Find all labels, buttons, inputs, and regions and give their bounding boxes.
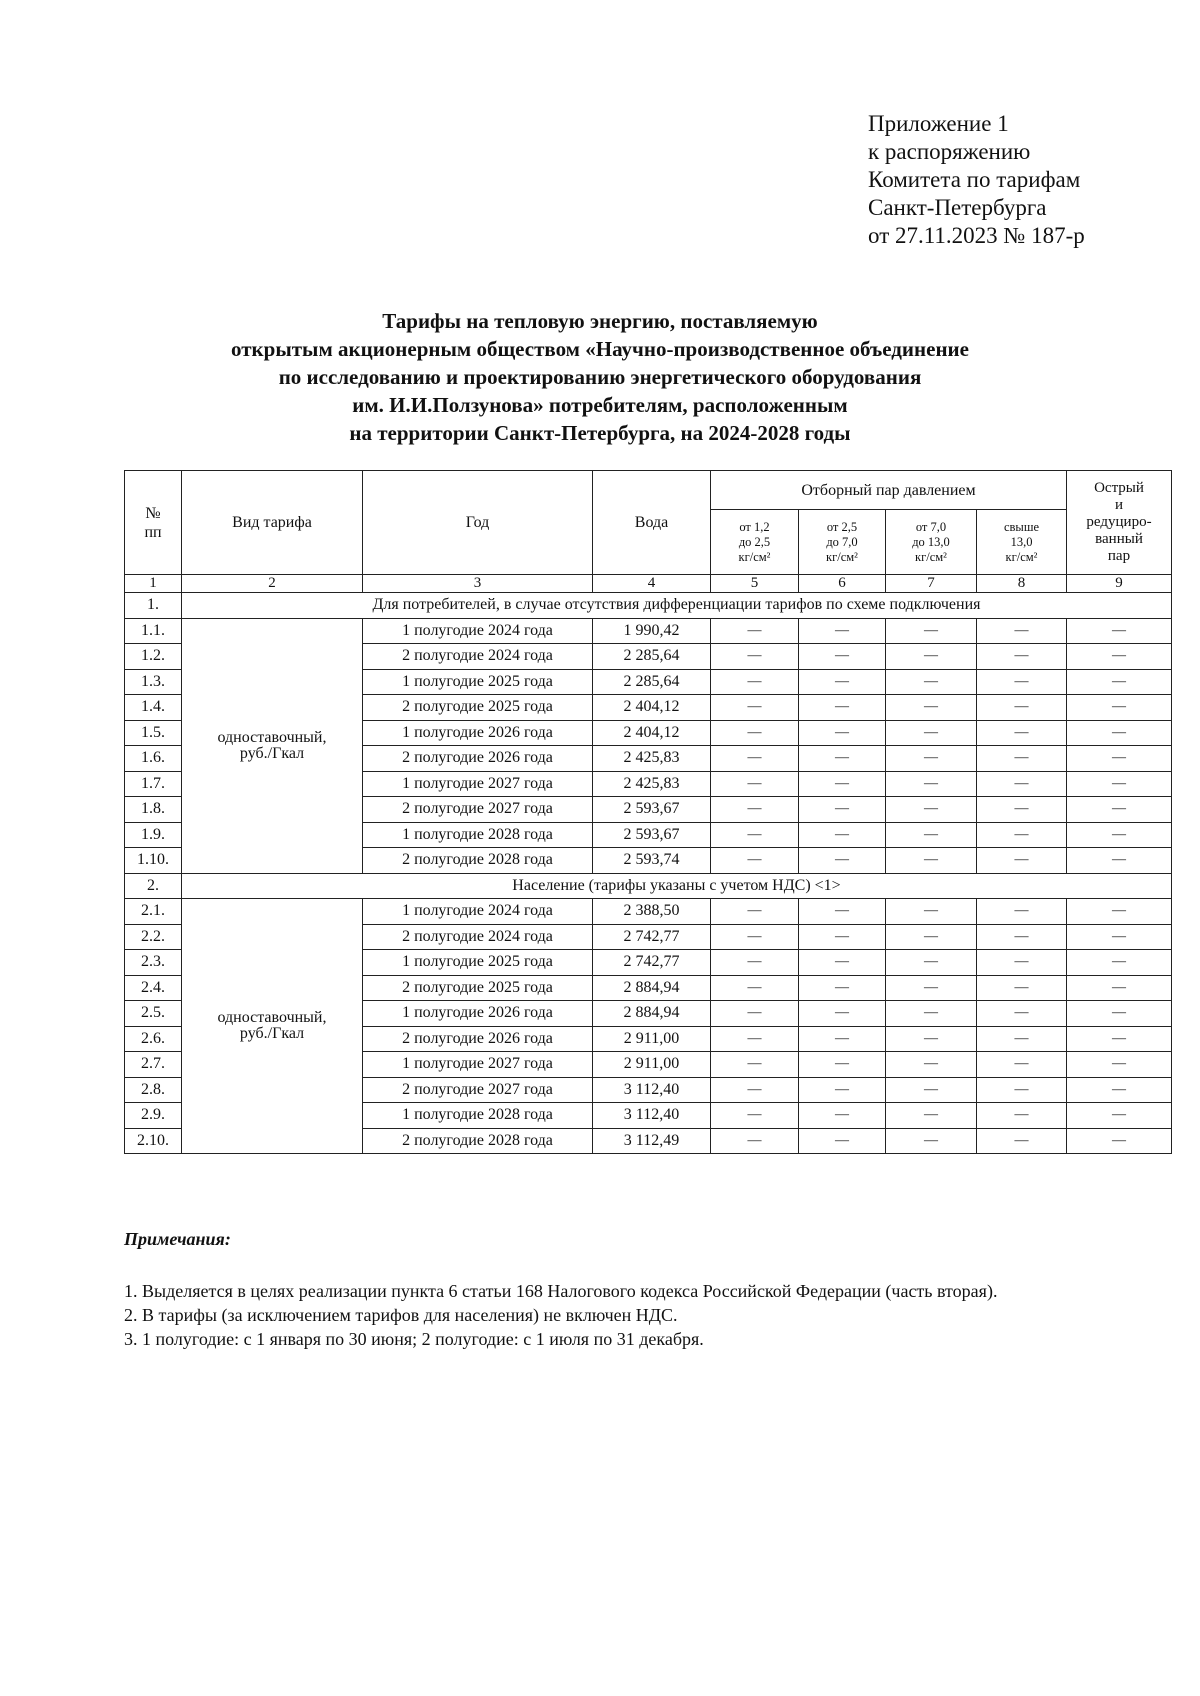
empty-value-dash: — <box>1067 1001 1172 1027</box>
empty-value-dash: — <box>886 669 977 695</box>
empty-value-dash: — <box>977 695 1067 721</box>
tariff-type-line: руб./Гкал <box>239 1025 305 1042</box>
empty-value-dash: — <box>977 771 1067 797</box>
period-cell: 2 полугодие 2026 года <box>363 746 593 772</box>
water-tariff-cell: 2 404,12 <box>593 695 711 721</box>
row-number: 2.3. <box>125 950 182 976</box>
row-number: 1.4. <box>125 695 182 721</box>
table-row <box>125 899 1172 925</box>
empty-value-dash: — <box>1067 1052 1172 1078</box>
index-cell: 8 <box>977 575 1067 593</box>
empty-value-dash: — <box>886 618 977 644</box>
water-tariff-cell: 2 593,74 <box>593 848 711 874</box>
empty-value-dash: — <box>711 720 799 746</box>
empty-value-dash: — <box>886 924 977 950</box>
index-cell: 6 <box>799 575 886 593</box>
index-cell: 5 <box>711 575 799 593</box>
empty-value-dash: — <box>799 1128 886 1154</box>
empty-value-dash: — <box>711 924 799 950</box>
empty-value-dash: — <box>977 822 1067 848</box>
row-number: 2.7. <box>125 1052 182 1078</box>
empty-value-dash: — <box>799 1052 886 1078</box>
empty-value-dash: — <box>711 899 799 925</box>
water-tariff-cell: 3 112,40 <box>593 1103 711 1129</box>
annex-block <box>868 110 1085 250</box>
section-number: 2. <box>125 873 182 899</box>
index-cell: 2 <box>182 575 363 593</box>
empty-value-dash: — <box>977 1128 1067 1154</box>
row-number: 2.2. <box>125 924 182 950</box>
empty-value-dash: — <box>977 899 1067 925</box>
empty-value-dash: — <box>977 618 1067 644</box>
empty-value-dash: — <box>711 1128 799 1154</box>
header-water: Вода <box>593 471 711 575</box>
empty-value-dash: — <box>886 1001 977 1027</box>
empty-value-dash: — <box>711 1103 799 1129</box>
empty-value-dash: — <box>1067 771 1172 797</box>
empty-value-dash: — <box>886 1128 977 1154</box>
empty-value-dash: — <box>886 950 977 976</box>
water-tariff-cell: 3 112,40 <box>593 1077 711 1103</box>
empty-value-dash: — <box>886 1077 977 1103</box>
empty-value-dash: — <box>799 899 886 925</box>
empty-value-dash: — <box>886 720 977 746</box>
index-cell: 4 <box>593 575 711 593</box>
empty-value-dash: — <box>886 975 977 1001</box>
empty-value-dash: — <box>711 1052 799 1078</box>
empty-value-dash: — <box>977 720 1067 746</box>
header-steam-4: свыше 13,0 кг/см² <box>977 510 1067 575</box>
water-tariff-cell: 2 425,83 <box>593 746 711 772</box>
tariff-type-line: одноставочный, <box>217 1009 327 1026</box>
empty-value-dash: — <box>977 1103 1067 1129</box>
empty-value-dash: — <box>1067 618 1172 644</box>
empty-value-dash: — <box>1067 644 1172 670</box>
period-cell: 1 полугодие 2025 года <box>363 950 593 976</box>
period-cell: 2 полугодие 2028 года <box>363 848 593 874</box>
empty-value-dash: — <box>799 1001 886 1027</box>
period-cell: 2 полугодие 2025 года <box>363 975 593 1001</box>
title-line: на территории Санкт-Петербурга, на 2024-2028 годы <box>349 421 851 445</box>
empty-value-dash: — <box>977 1026 1067 1052</box>
row-number: 1.7. <box>125 771 182 797</box>
period-cell: 1 полугодие 2028 года <box>363 822 593 848</box>
title-line: по исследованию и проектированию энергетического оборудования <box>278 365 922 389</box>
empty-value-dash: — <box>799 644 886 670</box>
empty-value-dash: — <box>1067 1026 1172 1052</box>
water-tariff-cell: 2 593,67 <box>593 797 711 823</box>
empty-value-dash: — <box>711 822 799 848</box>
empty-value-dash: — <box>977 975 1067 1001</box>
empty-value-dash: — <box>799 1026 886 1052</box>
empty-value-dash: — <box>886 1026 977 1052</box>
section-header-row <box>125 593 1172 619</box>
water-tariff-cell: 2 742,77 <box>593 950 711 976</box>
row-number: 1.9. <box>125 822 182 848</box>
header-steam-2: от 2,5 до 7,0 кг/см² <box>799 510 886 575</box>
row-number: 1.1. <box>125 618 182 644</box>
row-number: 2.8. <box>125 1077 182 1103</box>
row-number: 2.10. <box>125 1128 182 1154</box>
note-item: 2. В тарифы (за исключением тарифов для населения) не включен НДС. <box>124 1305 678 1325</box>
empty-value-dash: — <box>799 669 886 695</box>
index-cell: 9 <box>1067 575 1172 593</box>
table-body <box>125 593 1172 1154</box>
empty-value-dash: — <box>799 746 886 772</box>
empty-value-dash: — <box>977 746 1067 772</box>
empty-value-dash: — <box>977 1052 1067 1078</box>
document-title <box>150 307 1050 447</box>
title-line: Тарифы на тепловую энергию, поставляемую <box>382 309 818 333</box>
water-tariff-cell: 2 388,50 <box>593 899 711 925</box>
index-row <box>125 575 1172 593</box>
row-number: 1.3. <box>125 669 182 695</box>
empty-value-dash: — <box>799 618 886 644</box>
empty-value-dash: — <box>886 746 977 772</box>
empty-value-dash: — <box>711 797 799 823</box>
empty-value-dash: — <box>799 771 886 797</box>
header-steam-group: Отборный пар давлением <box>711 471 1067 510</box>
empty-value-dash: — <box>1067 848 1172 874</box>
empty-value-dash: — <box>799 924 886 950</box>
row-number: 1.8. <box>125 797 182 823</box>
empty-value-dash: — <box>799 950 886 976</box>
empty-value-dash: — <box>1067 950 1172 976</box>
period-cell: 1 полугодие 2027 года <box>363 1052 593 1078</box>
water-tariff-cell: 2 911,00 <box>593 1052 711 1078</box>
annex-line: к распоряжению <box>868 139 1031 164</box>
period-cell: 2 полугодие 2027 года <box>363 797 593 823</box>
water-tariff-cell: 2 404,12 <box>593 720 711 746</box>
empty-value-dash: — <box>977 1077 1067 1103</box>
tariff-table <box>124 470 1172 1154</box>
empty-value-dash: — <box>799 975 886 1001</box>
empty-value-dash: — <box>977 669 1067 695</box>
notes-title: Примечания: <box>124 1229 231 1249</box>
period-cell: 2 полугодие 2027 года <box>363 1077 593 1103</box>
empty-value-dash: — <box>711 1026 799 1052</box>
empty-value-dash: — <box>886 771 977 797</box>
empty-value-dash: — <box>799 797 886 823</box>
tariff-type-line: руб./Гкал <box>239 744 305 762</box>
index-cell: 1 <box>125 575 182 593</box>
header-num: № пп <box>125 471 182 575</box>
period-cell: 1 полугодие 2025 года <box>363 669 593 695</box>
header-year: Год <box>363 471 593 575</box>
row-number: 2.6. <box>125 1026 182 1052</box>
section-title: Население (тарифы указаны с учетом НДС) <1> <box>182 873 1172 899</box>
title-line: им. И.И.Ползунова» потребителям, расположенным <box>352 393 848 417</box>
empty-value-dash: — <box>1067 669 1172 695</box>
period-cell: 2 полугодие 2024 года <box>363 924 593 950</box>
header-tariff-type: Вид тарифа <box>182 471 363 575</box>
annex-line: Приложение 1 <box>868 111 1009 136</box>
empty-value-dash: — <box>886 644 977 670</box>
empty-value-dash: — <box>711 848 799 874</box>
empty-value-dash: — <box>1067 797 1172 823</box>
empty-value-dash: — <box>711 975 799 1001</box>
row-number: 2.4. <box>125 975 182 1001</box>
annex-line: Комитета по тарифам <box>868 167 1081 192</box>
empty-value-dash: — <box>1067 1077 1172 1103</box>
empty-value-dash: — <box>886 797 977 823</box>
empty-value-dash: — <box>799 695 886 721</box>
row-number: 2.1. <box>125 899 182 925</box>
note-item: 3. 1 полугодие: с 1 января по 30 июня; 2 полугодие: с 1 июля по 31 декабря. <box>124 1329 704 1349</box>
section-number: 1. <box>125 593 182 619</box>
row-number: 2.9. <box>125 1103 182 1129</box>
period-cell: 1 полугодие 2024 года <box>363 899 593 925</box>
empty-value-dash: — <box>977 1001 1067 1027</box>
empty-value-dash: — <box>799 1077 886 1103</box>
water-tariff-cell: 2 884,94 <box>593 1001 711 1027</box>
row-number: 1.10. <box>125 848 182 874</box>
period-cell: 1 полугодие 2027 года <box>363 771 593 797</box>
water-tariff-cell: 3 112,49 <box>593 1128 711 1154</box>
empty-value-dash: — <box>711 746 799 772</box>
header-sharp-steam: Острый и редуциро- ванный пар <box>1067 471 1172 575</box>
index-cell: 3 <box>363 575 593 593</box>
empty-value-dash: — <box>977 950 1067 976</box>
annex-line: от 27.11.2023 № 187-р <box>868 223 1085 248</box>
water-tariff-cell: 2 911,00 <box>593 1026 711 1052</box>
empty-value-dash: — <box>799 1103 886 1129</box>
tariff-type-cell <box>182 618 363 873</box>
empty-value-dash: — <box>977 924 1067 950</box>
empty-value-dash: — <box>711 1077 799 1103</box>
water-tariff-cell: 2 285,64 <box>593 644 711 670</box>
empty-value-dash: — <box>711 950 799 976</box>
empty-value-dash: — <box>711 695 799 721</box>
section-title: Для потребителей, в случае отсутствия дифференциации тарифов по схеме подключения <box>182 593 1172 619</box>
empty-value-dash: — <box>1067 1128 1172 1154</box>
section-header-row <box>125 873 1172 899</box>
water-tariff-cell: 2 742,77 <box>593 924 711 950</box>
empty-value-dash: — <box>1067 924 1172 950</box>
empty-value-dash: — <box>711 618 799 644</box>
empty-value-dash: — <box>977 848 1067 874</box>
empty-value-dash: — <box>886 695 977 721</box>
title-line: открытым акционерным обществом «Научно-производственное объединение <box>231 337 969 361</box>
tariff-type-line: одноставочный, <box>217 728 327 746</box>
empty-value-dash: — <box>1067 899 1172 925</box>
annex-line: Санкт-Петербурга <box>868 195 1047 220</box>
period-cell: 1 полугодие 2024 года <box>363 618 593 644</box>
water-tariff-cell: 2 285,64 <box>593 669 711 695</box>
empty-value-dash: — <box>1067 1103 1172 1129</box>
water-tariff-cell: 1 990,42 <box>593 618 711 644</box>
table-row <box>125 618 1172 644</box>
period-cell: 2 полугодие 2026 года <box>363 1026 593 1052</box>
empty-value-dash: — <box>1067 746 1172 772</box>
empty-value-dash: — <box>711 771 799 797</box>
index-cell: 7 <box>886 575 977 593</box>
notes-block <box>124 1227 997 1351</box>
header-steam-3: от 7,0 до 13,0 кг/см² <box>886 510 977 575</box>
period-cell: 1 полугодие 2026 года <box>363 720 593 746</box>
empty-value-dash: — <box>886 1103 977 1129</box>
row-number: 1.6. <box>125 746 182 772</box>
period-cell: 1 полугодие 2028 года <box>363 1103 593 1129</box>
period-cell: 2 полугодие 2024 года <box>363 644 593 670</box>
empty-value-dash: — <box>886 848 977 874</box>
empty-value-dash: — <box>1067 720 1172 746</box>
empty-value-dash: — <box>799 720 886 746</box>
empty-value-dash: — <box>1067 822 1172 848</box>
period-cell: 2 полугодие 2028 года <box>363 1128 593 1154</box>
tariff-type-cell <box>182 899 363 1154</box>
empty-value-dash: — <box>711 1001 799 1027</box>
water-tariff-cell: 2 425,83 <box>593 771 711 797</box>
empty-value-dash: — <box>886 1052 977 1078</box>
empty-value-dash: — <box>711 644 799 670</box>
period-cell: 1 полугодие 2026 года <box>363 1001 593 1027</box>
note-item: 1. Выделяется в целях реализации пункта 6 статьи 168 Налогового кодекса Российской Федерации (часть вторая). <box>124 1281 998 1301</box>
empty-value-dash: — <box>711 669 799 695</box>
empty-value-dash: — <box>799 822 886 848</box>
row-number: 1.5. <box>125 720 182 746</box>
period-cell: 2 полугодие 2025 года <box>363 695 593 721</box>
empty-value-dash: — <box>977 644 1067 670</box>
water-tariff-cell: 2 593,67 <box>593 822 711 848</box>
empty-value-dash: — <box>886 899 977 925</box>
empty-value-dash: — <box>977 797 1067 823</box>
empty-value-dash: — <box>886 822 977 848</box>
empty-value-dash: — <box>1067 975 1172 1001</box>
row-number: 1.2. <box>125 644 182 670</box>
empty-value-dash: — <box>1067 695 1172 721</box>
water-tariff-cell: 2 884,94 <box>593 975 711 1001</box>
row-number: 2.5. <box>125 1001 182 1027</box>
header-steam-1: от 1,2 до 2,5 кг/см² <box>711 510 799 575</box>
empty-value-dash: — <box>799 848 886 874</box>
